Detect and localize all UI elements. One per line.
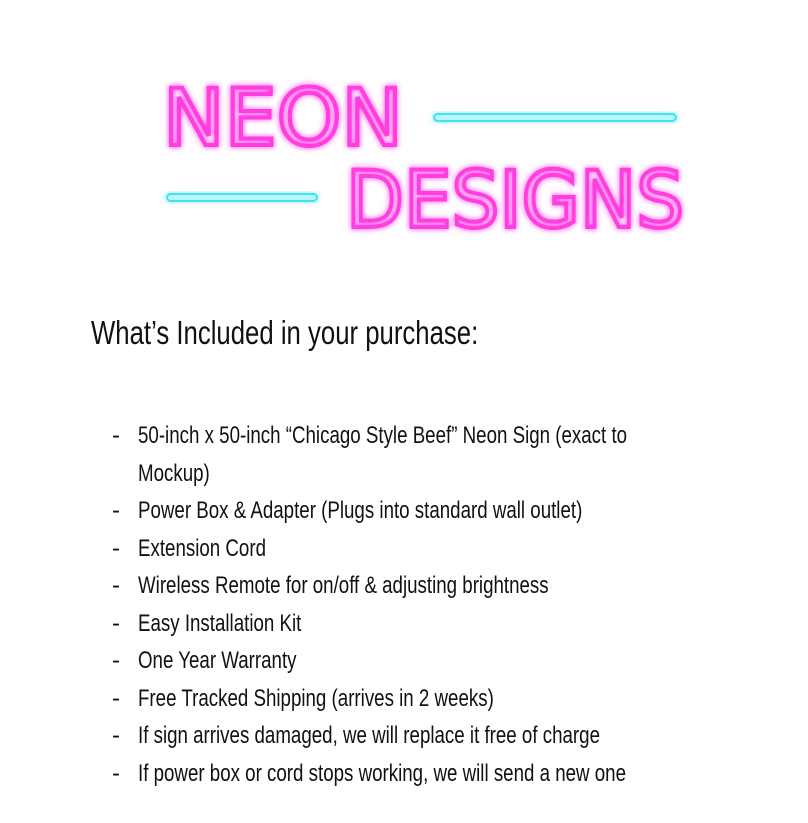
list-bullet-dash: - — [112, 684, 120, 712]
list-item — [112, 605, 808, 643]
list-item — [112, 417, 808, 492]
list-bullet-dash: - — [112, 609, 120, 637]
list-bullet-dash: - — [112, 572, 120, 599]
list-bullet-dash: - — [112, 497, 120, 524]
list-item — [112, 492, 808, 530]
list-item-text: One Year Warranty — [138, 647, 297, 674]
list-item-text: 50-inch x 50-inch “Chicago Style Beef” Neon Sign (exact to — [138, 422, 628, 449]
list-item-text: If power box or cord stops working, we will send a new one — [138, 759, 626, 787]
included-items-list — [112, 417, 808, 792]
logo-word-neon: NEON — [163, 74, 403, 164]
list-bullet-dash: - — [112, 647, 120, 674]
list-item-text-continued: Mockup) — [138, 459, 210, 487]
logo-word-designs: DESIGNS — [346, 156, 684, 246]
neon-designs-logo — [0, 0, 808, 260]
neon-logo-graphic — [0, 0, 808, 260]
list-bullet-dash: - — [112, 759, 120, 787]
list-item-text: If sign arrives damaged, we will replace it free of charge — [138, 722, 600, 749]
neon-line-bottom — [167, 194, 317, 201]
list-item — [112, 642, 808, 680]
list-item — [112, 680, 808, 718]
neon-line-top — [434, 114, 676, 121]
list-item-text: Power Box & Adapter (Plugs into standard wall outlet) — [138, 497, 583, 524]
included-heading: What’s Included in your purchase: — [91, 314, 479, 351]
list-item — [112, 717, 808, 755]
list-item — [112, 567, 808, 605]
list-item-text: Extension Cord — [138, 534, 266, 562]
list-bullet-dash: - — [112, 422, 120, 449]
list-item — [112, 530, 808, 568]
list-bullet-dash: - — [112, 722, 120, 749]
list-item-text: Free Tracked Shipping (arrives in 2 weeks) — [138, 684, 494, 712]
list-item-text: Easy Installation Kit — [138, 609, 302, 637]
list-item — [112, 755, 808, 793]
list-bullet-dash: - — [112, 534, 120, 562]
list-item-text: Wireless Remote for on/off & adjusting brightness — [138, 572, 549, 599]
